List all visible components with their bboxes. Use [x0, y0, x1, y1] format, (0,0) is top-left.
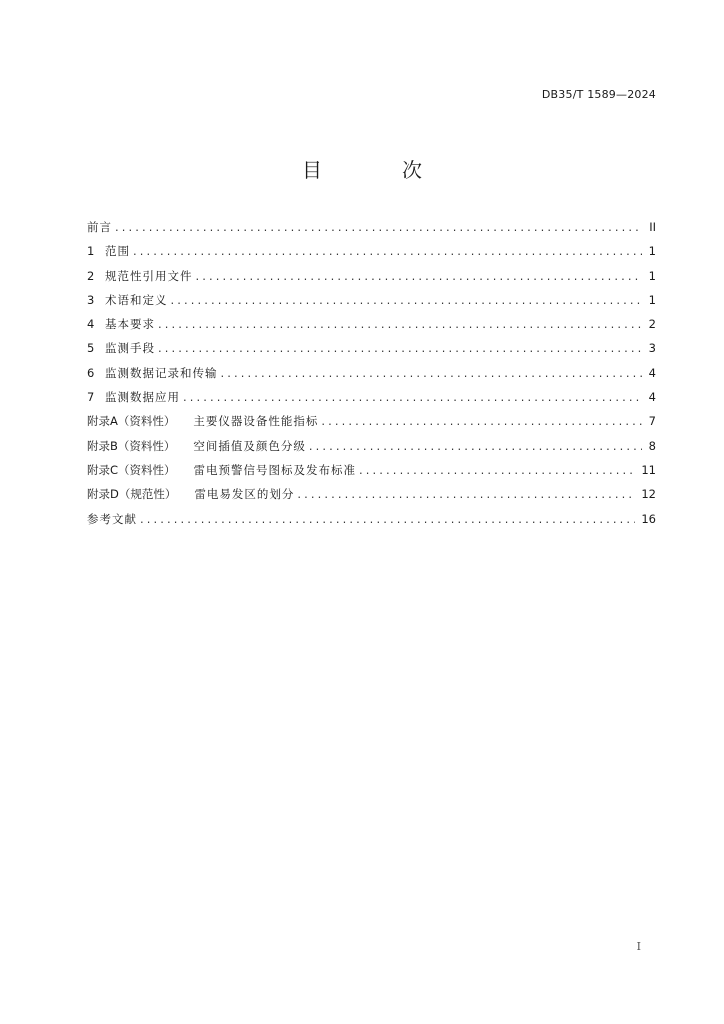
toc-entry-page: 11	[641, 462, 656, 477]
toc-dot-leader	[309, 439, 642, 453]
table-of-contents	[87, 219, 656, 535]
toc-entry-page: 2	[648, 317, 656, 332]
toc-appendix-prefix: 附录C（资料性）	[87, 462, 176, 477]
toc-dot-leader	[158, 341, 642, 355]
toc-entry-appendix-c[interactable]	[87, 462, 656, 486]
toc-entry-label: 术语和定义	[105, 292, 168, 307]
toc-entry-label: 范围	[105, 244, 130, 259]
toc-entry-page: 1	[648, 268, 656, 283]
toc-entry-page: 4	[648, 365, 656, 380]
toc-dot-leader	[115, 220, 642, 234]
toc-entry-label: 雷电预警信号图标及发布标准	[193, 462, 357, 477]
toc-entry-appendix-b[interactable]	[87, 438, 656, 462]
toc-entry-appendix-d[interactable]	[87, 486, 656, 510]
toc-entry-number: 4	[87, 317, 95, 332]
toc-dot-leader	[297, 487, 635, 501]
toc-entry-normative-references[interactable]	[87, 268, 656, 292]
toc-dot-leader	[140, 512, 635, 526]
toc-entry-page: 12	[641, 487, 656, 502]
toc-entry-scope[interactable]	[87, 243, 656, 267]
toc-dot-leader	[133, 244, 642, 258]
toc-dot-leader	[321, 414, 642, 428]
toc-dot-leader	[171, 293, 643, 307]
toc-dot-leader	[359, 463, 635, 477]
toc-dot-leader	[221, 366, 643, 380]
toc-entry-number: 2	[87, 268, 95, 283]
toc-entry-label: 监测数据应用	[105, 390, 180, 405]
toc-entry-number: 7	[87, 390, 95, 405]
toc-entry-page: 3	[648, 341, 656, 356]
toc-entry-label: 主要仪器设备性能指标	[193, 414, 319, 429]
toc-entry-page: 4	[648, 390, 656, 405]
toc-appendix-prefix: 附录D（规范性）	[87, 487, 177, 502]
toc-entry-data-application[interactable]	[87, 389, 656, 413]
toc-entry-page: II	[649, 220, 656, 234]
toc-dot-leader	[196, 269, 643, 283]
toc-entry-page: 1	[648, 244, 656, 259]
toc-entry-label: 前言	[87, 220, 112, 234]
toc-entry-basic-requirements[interactable]	[87, 316, 656, 340]
toc-title: 目 次	[302, 158, 452, 182]
toc-entry-label: 规范性引用文件	[105, 268, 193, 283]
toc-entry-label: 空间插值及颜色分级	[193, 438, 306, 453]
toc-entry-label: 雷电易发区的划分	[194, 487, 295, 502]
toc-entry-number: 5	[87, 341, 95, 356]
toc-entry-terms-definitions[interactable]	[87, 292, 656, 316]
toc-dot-leader	[158, 317, 642, 331]
toc-appendix-prefix: 附录A（资料性）	[87, 414, 176, 429]
toc-entry-number: 3	[87, 292, 95, 307]
page-number: I	[636, 940, 641, 953]
toc-entry-bibliography[interactable]	[87, 511, 656, 535]
toc-entry-number: 1	[87, 244, 95, 259]
toc-appendix-prefix: 附录B（资料性）	[87, 438, 176, 453]
toc-entry-label: 监测手段	[105, 341, 155, 356]
toc-entry-label: 参考文献	[87, 511, 137, 526]
toc-entry-page: 16	[641, 511, 656, 526]
toc-entry-label: 基本要求	[105, 317, 155, 332]
toc-entry-label: 监测数据记录和传输	[105, 365, 218, 380]
toc-entry-page: 1	[648, 292, 656, 307]
toc-entry-page: 8	[648, 438, 656, 453]
toc-entry-monitoring-means[interactable]	[87, 340, 656, 364]
toc-entry-appendix-a[interactable]	[87, 413, 656, 437]
toc-entry-page: 7	[648, 414, 656, 429]
toc-entry-number: 6	[87, 365, 95, 380]
toc-entry-foreword[interactable]	[87, 219, 656, 243]
toc-dot-leader	[183, 390, 642, 404]
toc-entry-data-recording[interactable]	[87, 365, 656, 389]
document-code: DB35/T 1589—2024	[541, 88, 656, 101]
